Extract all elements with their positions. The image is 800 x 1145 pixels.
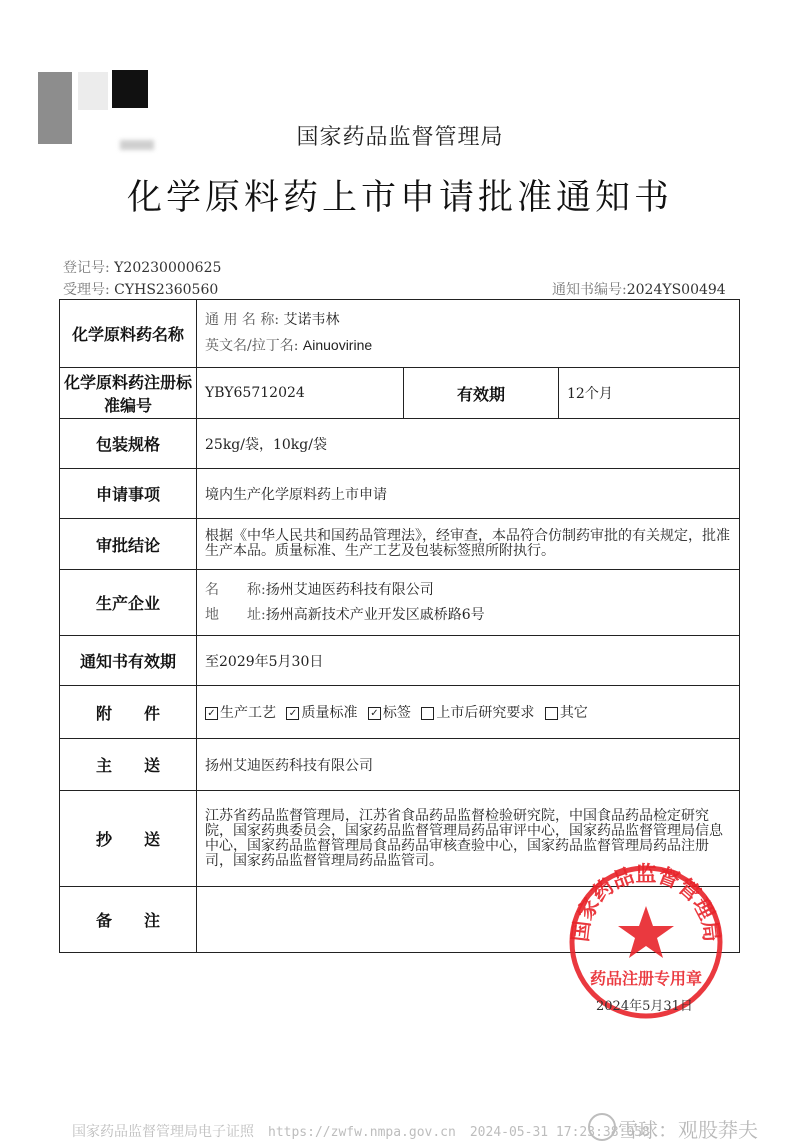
agency-name: 国家药品监督管理局 — [296, 125, 504, 150]
checkbox-empty-icon — [545, 707, 558, 720]
row-manufacturer — [60, 570, 740, 636]
main-send-value: 扬州艾迪医药科技有限公司 — [197, 739, 740, 791]
row-standard — [60, 368, 740, 419]
seal-ring-text: 国家药品监督管理局 — [568, 862, 724, 944]
notice-validity-value: 至2029年5月30日 — [197, 636, 740, 686]
document-title: 化学原料药上市申请批准通知书 — [126, 178, 673, 218]
header-application: 申请事项 — [60, 469, 197, 519]
header-attachments: 附 件 — [60, 686, 197, 739]
english-name: Ainuovirine — [302, 337, 373, 353]
manufacturer-address: 扬州高新技术产业开发区戚桥路6号 — [265, 606, 485, 623]
row-attachments — [60, 686, 740, 739]
checkbox-checked-icon: ✓ — [286, 707, 299, 720]
header-main-send: 主 送 — [60, 739, 197, 791]
checkbox-empty-icon — [421, 707, 434, 720]
header-standard: 化学原料药注册标准编号 — [60, 368, 197, 419]
watermark: 雪球：观股莽夫 — [618, 1118, 758, 1142]
header-remarks: 备 注 — [60, 887, 197, 953]
header-packaging: 包装规格 — [60, 419, 197, 469]
checkbox-checked-icon: ✓ — [368, 707, 381, 720]
generic-name: 艾诺韦林 — [283, 312, 340, 328]
approval-form-table — [59, 299, 740, 953]
attachment-item: 其它 — [545, 705, 588, 721]
header-conclusion: 审批结论 — [60, 519, 197, 570]
attachment-item: ✓ 生产工艺 — [205, 705, 276, 721]
registration-number: 登记号: Y20230000625 — [63, 260, 222, 276]
manufacturer-cell: 名 称:扬州艾迪医药科技有限公司 地 址:扬州高新技术产业开发区戚桥路6号 — [197, 570, 740, 636]
row-conclusion — [60, 519, 740, 570]
packaging-value: 25kg/袋，10kg/袋 — [197, 419, 740, 469]
row-application — [60, 469, 740, 519]
attachment-item: 上市后研究要求 — [421, 705, 534, 721]
xueqiu-logo-icon — [588, 1113, 616, 1141]
row-drug-name — [60, 300, 740, 368]
application-value: 境内生产化学原料药上市申请 — [197, 469, 740, 519]
header-validity: 有效期 — [404, 368, 559, 419]
row-packaging — [60, 419, 740, 469]
row-notice-validity — [60, 636, 740, 686]
header-drug-name: 化学原料药名称 — [60, 300, 197, 368]
header-notice-validity: 通知书有效期 — [60, 636, 197, 686]
seal-star-icon — [618, 906, 674, 958]
row-main-send — [60, 739, 740, 791]
header-manufacturer: 生产企业 — [60, 570, 197, 636]
redacted-block — [78, 72, 108, 110]
cc-value: 江苏省药品监督管理局，江苏省食品药品监督检验研究院，中国食品药品检定研究院，国家药典委员会，国家药品监督管理局药品审评中心，国家药品监督管理局信息中心，国家药品监督管理局食品药品审核查验中心，国家药品监督管理局药品注册司，国家药品监督管理局药品监管司。 — [197, 791, 740, 887]
manufacturer-name: 扬州艾迪医药科技有限公司 — [265, 581, 434, 598]
attachment-item: ✓ 标签 — [368, 705, 411, 721]
footer: 国家药品监督管理局电子证照 https://zwfw.nmpa.gov.cn 2024-05-31 17:23:38:058 — [72, 1124, 650, 1140]
checkbox-checked-icon: ✓ — [205, 707, 218, 720]
drug-name-cell: 通 用 名 称: 艾诺韦林 英文名/拉丁名: Ainuovirine — [197, 300, 740, 368]
seal-bottom-text: 药品注册专用章 — [589, 969, 703, 988]
acceptance-number: 受理号: CYHS2360560 — [63, 282, 219, 298]
issue-date: 2024年5月31日 — [596, 999, 693, 1014]
redacted-block — [112, 70, 148, 108]
conclusion-value: 根据《中华人民共和国药品管理法》，经审查，本品符合仿制药审批的有关规定，批准生产本品。质量标准、生产工艺及包装标签照所附执行。 — [197, 519, 740, 570]
standard-number: YBY65712024 — [197, 368, 404, 419]
attachment-item: ✓ 质量标准 — [286, 705, 357, 721]
validity-value: 12个月 — [559, 368, 740, 419]
notice-number: 通知书编号:2024YS00494 — [552, 282, 726, 298]
attachments-cell — [197, 686, 740, 739]
header-cc: 抄 送 — [60, 791, 197, 887]
